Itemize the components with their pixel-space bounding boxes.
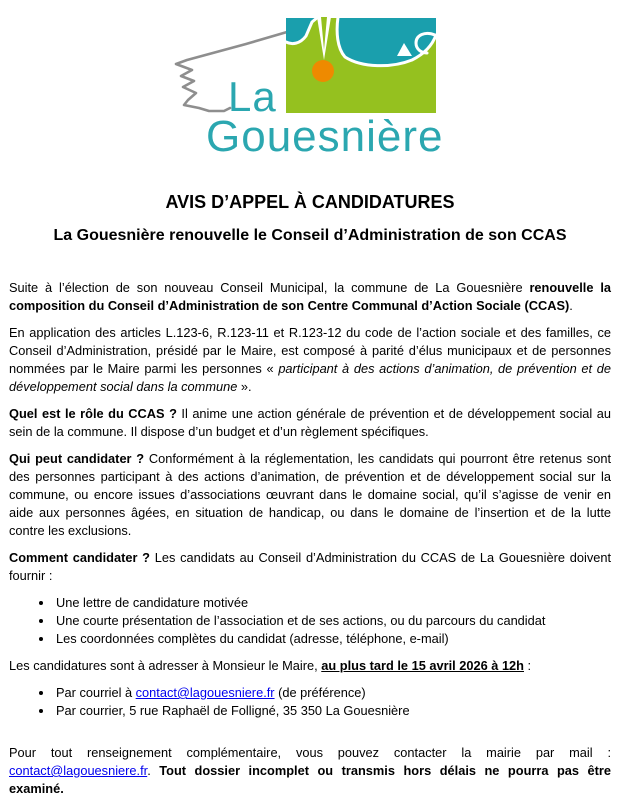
- intro-end: .: [569, 298, 573, 313]
- paragraph-deadline: [9, 657, 611, 675]
- intro-text: Suite à l’élection de son nouveau Conseil Municipal, la commune de La Gouesnière: [9, 280, 530, 295]
- how-answer: Les candidats au Conseil d’Administration du CCAS de La Gouesnière doivent fournir :: [9, 550, 612, 583]
- list-item: • Les coordonnées complètes du candidat (adresse, téléphone, e-mail): [54, 630, 611, 648]
- who-answer: Conformément à la réglementation, les candidats qui pourront être retenus sont des personnes participant à des actions d’animation, de prévention et de développement social sur la commune, ou encore issues d’associations œuvrant dans le domaine social, qu’il s’agisse de venir en aide aux personnes âgées, en situation de handicap, ou dans le domaine de l’insertion et de la lutte contre les exclusions.: [9, 451, 611, 538]
- paragraph-legal: [9, 324, 611, 396]
- deadline-text: Les candidatures sont à adresser à Monsieur le Maire,: [9, 658, 322, 673]
- legal-end: ».: [237, 379, 252, 394]
- who-question: Qui peut candidater ?: [9, 451, 145, 466]
- page-subtitle: La Gouesnière renouvelle le Conseil d’Administration de son CCAS: [53, 227, 567, 244]
- legal-quote: participant à des actions d’animation, de prévention et de développement social dans la commune: [9, 361, 611, 394]
- courriel-pre: Par courriel à: [56, 685, 136, 700]
- contact-warning: Tout dossier incomplet ou transmis hors délais ne pourra pas être examiné.: [9, 763, 611, 796]
- paragraph-intro: [9, 279, 611, 315]
- la-gouesniere-logo: [166, 8, 466, 158]
- logo-orange-dot-icon: [312, 60, 334, 82]
- submission-methods-list: [9, 684, 611, 720]
- role-answer: Il anime une action générale de prévention et de développement social au sein de la commune. Il dispose d’un budget et d’un règlement spécifiques.: [9, 406, 611, 439]
- list-item: • Une courte présentation de l’association et de ses actions, ou du parcours du candidat: [54, 612, 611, 630]
- role-question: Quel est le rôle du CCAS ?: [9, 406, 177, 421]
- deadline-end: :: [524, 658, 532, 673]
- contact-text: Pour tout renseignement complémentaire, vous pouvez contacter la mairie par mail :: [9, 745, 611, 760]
- list-item: • Une lettre de candidature motivée: [54, 594, 611, 612]
- courriel-post: (de préférence): [274, 685, 366, 700]
- logo-text-la: La: [228, 73, 277, 120]
- required-documents-list: [9, 594, 611, 648]
- deadline-date: au plus tard le 15 avril 2026 à 12h: [321, 658, 524, 673]
- page-title: AVIS D’APPEL À CANDIDATURES: [165, 192, 455, 212]
- email-link-footer[interactable]: contact@lagouesniere.fr: [9, 763, 148, 778]
- paragraph-role: [9, 405, 611, 441]
- paragraph-who: [9, 450, 611, 540]
- paragraph-how: [9, 549, 611, 585]
- contact-mid: .: [147, 763, 151, 778]
- paragraph-contact: [9, 744, 611, 798]
- how-question: Comment candidater ?: [9, 550, 150, 565]
- logo-graphic: [166, 8, 466, 158]
- list-item: • Par courrier, 5 rue Raphaël de Folligné, 35 350 La Gouesnière: [54, 702, 611, 720]
- intro-bold: renouvelle la composition du Conseil d’Administration de son Centre Communal d’Action Sociale (CCAS): [9, 280, 611, 313]
- logo-text-gouesniere: Gouesnière: [206, 112, 444, 158]
- legal-text: En application des articles L.123-6, R.123-11 et R.123-12 du code de l’action sociale et des familles, ce Conseil d’Administration, présidé par le Maire, est composé à parité d’élus municipaux et de personnes nommées par le Maire parmi les personnes «: [9, 325, 611, 376]
- document-body: [9, 279, 611, 798]
- list-item: [54, 684, 611, 702]
- email-link[interactable]: contact@lagouesniere.fr: [135, 685, 275, 700]
